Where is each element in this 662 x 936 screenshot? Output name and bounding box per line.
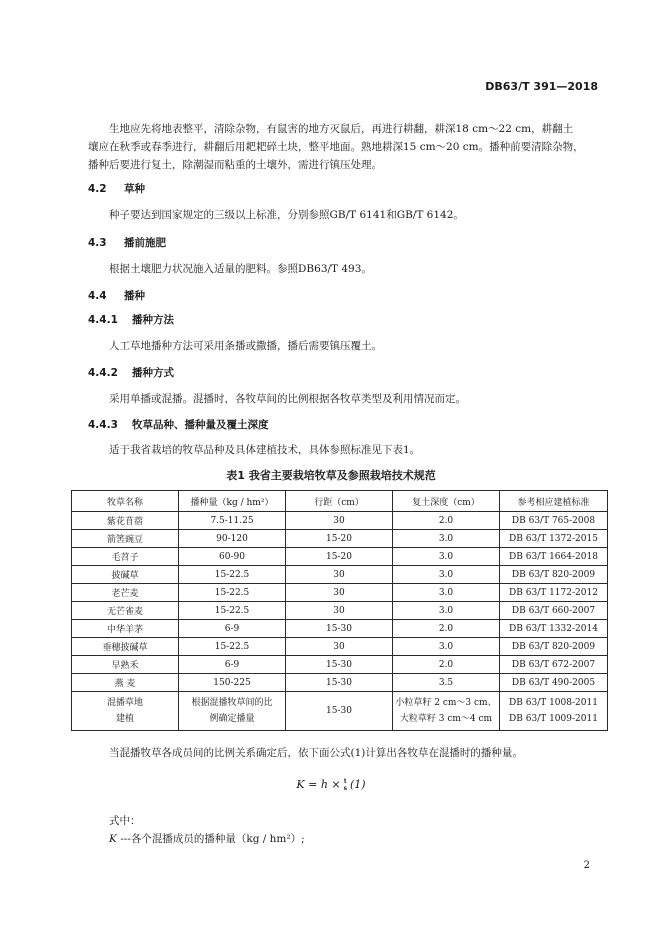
heading-4-4-2	[88, 365, 174, 380]
cell-rate: 7.5-11.25	[179, 512, 286, 530]
formula-1	[0, 778, 662, 792]
cell-name	[72, 692, 179, 731]
heading-title: 播种方法	[132, 314, 174, 326]
heading-title: 牧草品种、播种量及覆土深度	[132, 419, 269, 431]
where-label: 式中：	[109, 815, 141, 827]
cell-line: 根据混播牧草间的比	[191, 698, 273, 708]
cell-line: DB 63/T 1009-2011	[509, 714, 598, 724]
cell-line: 混播草地	[106, 698, 143, 708]
cell-spacing: 15-30	[286, 656, 393, 674]
column-header-name: 牧草名称	[72, 491, 179, 512]
heading-title: 草种	[124, 183, 145, 195]
cell-name: 毛苕子	[72, 548, 179, 566]
document-code: DB63/T 391—2018	[485, 80, 598, 93]
cell-name: 中华羊茅	[72, 620, 179, 638]
heading-number: 4.4.1	[88, 314, 118, 326]
heading-number: 4.4	[88, 290, 107, 302]
heading-4-4-1	[88, 312, 174, 327]
cell-spacing: 15-30	[286, 620, 393, 638]
cell-name: 垂穗披碱草	[72, 638, 179, 656]
heading-title: 播种方式	[132, 367, 174, 379]
cell-depth: 3.0	[393, 602, 500, 620]
cell-standard: DB 63/T 490-2005	[500, 674, 608, 692]
column-header-standard: 参考相应建植标准	[500, 491, 608, 512]
cell-name: 无芒雀麦	[72, 602, 179, 620]
heading-title: 播前施肥	[124, 237, 166, 249]
fraction-numerator: t	[343, 778, 347, 785]
cell-standard	[500, 692, 608, 731]
cell-spacing: 15-20	[286, 548, 393, 566]
heading-number: 4.4.3	[88, 419, 118, 431]
column-header-spacing: 行距（cm）	[286, 491, 393, 512]
cell-rate: 150-225	[179, 674, 286, 692]
section-4-4-1-body: 人工草地播种方法可采用条播或撒播，播后需要镇压覆土。	[109, 340, 382, 352]
cell-rate: 15-22.5	[179, 602, 286, 620]
fraction-denominator: s	[343, 785, 348, 792]
heading-number: 4.3	[88, 237, 107, 249]
forage-spec-table	[71, 490, 608, 731]
cell-depth: 3.0	[393, 584, 500, 602]
cell-standard: DB 63/T 1172-2012	[500, 584, 608, 602]
intro-paragraph	[88, 120, 608, 138]
table-row	[72, 674, 608, 692]
cell-spacing: 30	[286, 584, 393, 602]
heading-number: 4.4.2	[88, 367, 118, 379]
table-row	[72, 656, 608, 674]
cell-name: 披碱草	[72, 566, 179, 584]
table-row	[72, 512, 608, 530]
cell-standard: DB 63/T 1372-2015	[500, 530, 608, 548]
cell-rate: 6-9	[179, 656, 286, 674]
cell-line: 例确定播量	[209, 714, 255, 724]
table-row	[72, 620, 608, 638]
cell-spacing: 30	[286, 566, 393, 584]
intro-line-2-container	[88, 138, 608, 156]
cell-standard: DB 63/T 820-2009	[500, 566, 608, 584]
table-row	[72, 548, 608, 566]
formula-lhs: K = h ×	[296, 778, 341, 791]
cell-standard: DB 63/T 820-2009	[500, 638, 608, 656]
section-4-3-body: 根据土壤肥力状况施入适量的肥料。参照DB63/T 493。	[109, 263, 372, 275]
cell-depth	[393, 692, 500, 731]
cell-depth: 3.0	[393, 530, 500, 548]
cell-rate: 90-120	[179, 530, 286, 548]
section-4-4-3-body: 适于我省栽培的牧草品种及具体建植技术，具体参照标准见下表1。	[109, 444, 421, 456]
table-row	[72, 602, 608, 620]
cell-depth: 3.0	[393, 548, 500, 566]
cell-spacing: 30	[286, 638, 393, 656]
cell-line: 建植	[115, 714, 134, 724]
cell-depth: 3.5	[393, 674, 500, 692]
formula-fraction	[344, 778, 347, 792]
cell-line: DB 63/T 1008-2011	[509, 698, 598, 708]
cell-rate: 15-22.5	[179, 584, 286, 602]
cell-name: 早熟禾	[72, 656, 179, 674]
table-row-mixed	[72, 692, 608, 731]
cell-rate: 15-22.5	[179, 566, 286, 584]
intro-line-2: 壤应在秋季或春季进行，耕翻后用耙耙碎土块，整平地面。熟地耕深15 cm～20 cm。播种前要清除杂物，	[88, 141, 584, 153]
formula-intro: 当混播牧草各成员间的比例关系确定后，依下面公式(1)计算出各牧草在混播时的播种量。	[109, 747, 523, 759]
cell-standard: DB 63/T 660-2007	[500, 602, 608, 620]
heading-title: 播种	[124, 290, 145, 302]
cell-name: 老芒麦	[72, 584, 179, 602]
cell-name: 燕 麦	[72, 674, 179, 692]
intro-line-3-container	[88, 156, 608, 174]
cell-spacing: 30	[286, 602, 393, 620]
cell-spacing: 30	[286, 512, 393, 530]
table-row	[72, 638, 608, 656]
definition-k	[88, 830, 608, 848]
equation-number: (1)	[350, 778, 366, 791]
heading-4-4	[88, 288, 145, 303]
cell-rate: 6-9	[179, 620, 286, 638]
cell-line: 小粒草籽 2 cm～3 cm、	[395, 698, 497, 708]
section-4-4-2-body: 采用单播或混播。混播时，各牧草间的比例根据各牧草类型及利用情况而定。	[109, 393, 466, 405]
heading-4-3	[88, 235, 166, 250]
cell-standard: DB 63/T 1332-2014	[500, 620, 608, 638]
cell-name: 紫花苜蓿	[72, 512, 179, 530]
heading-4-2	[88, 181, 145, 196]
table-row	[72, 566, 608, 584]
symbol-k: K	[109, 833, 117, 845]
cell-standard: DB 63/T 672-2007	[500, 656, 608, 674]
cell-depth: 2.0	[393, 620, 500, 638]
cell-spacing: 15-20	[286, 530, 393, 548]
table-title: 表1 我省主要栽培牧草及参照栽培技术规范	[226, 469, 436, 482]
section-4-2-body: 种子要达到国家规定的三级以上标准，分别参照GB/T 6141和GB/T 6142。	[109, 209, 464, 221]
cell-standard: DB 63/T 765-2008	[500, 512, 608, 530]
intro-line-1: 生地应先将地表整平，清除杂物，有鼠害的地方灭鼠后，再进行耕翻，耕深18 cm～22 cm，耕翻土	[109, 123, 574, 135]
table-row	[72, 584, 608, 602]
cell-spacing: 15-30	[286, 692, 393, 731]
table-row	[72, 530, 608, 548]
definition-k-text: ---各个混播成员的播种量（kg / hm²）;	[116, 833, 305, 845]
cell-line: 大粒草籽 3 cm～4 cm	[399, 714, 493, 724]
page-number: 2	[583, 860, 590, 871]
cell-standard: DB 63/T 1664-2018	[500, 548, 608, 566]
column-header-rate: 播种量（kg / hm²）	[179, 491, 286, 512]
heading-number: 4.2	[88, 183, 107, 195]
cell-rate: 15-22.5	[179, 638, 286, 656]
cell-name: 箭筈豌豆	[72, 530, 179, 548]
cell-depth: 3.0	[393, 638, 500, 656]
cell-rate	[179, 692, 286, 731]
cell-depth: 2.0	[393, 656, 500, 674]
column-header-depth: 复土深度（cm）	[393, 491, 500, 512]
cell-depth: 3.0	[393, 566, 500, 584]
cell-spacing: 15-30	[286, 674, 393, 692]
cell-depth: 2.0	[393, 512, 500, 530]
cell-rate: 60-90	[179, 548, 286, 566]
intro-line-3: 播种后要进行复土，除潮湿而粘重的土壤外，需进行镇压处理。	[88, 159, 382, 171]
table-header-row	[72, 491, 608, 512]
heading-4-4-3	[88, 417, 269, 432]
